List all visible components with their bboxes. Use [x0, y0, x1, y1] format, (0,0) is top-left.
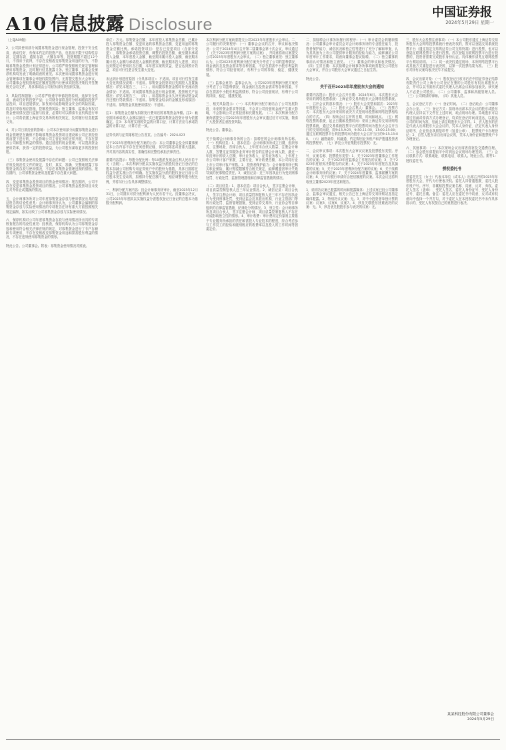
paragraph: 兹委托先生（女士）代表本单位（或本人）出席召开的2023年年度股东大会，并代为行使表决权。委托人持普通股数、委托人股东账户号。序号、非累积投票议案名称、同意、反对、弃权。委托人签名（盖章）、受托人签名、委托人身份证号、受托人身份证号、委托日期。备注：委托人应在委托书中同意、反对或弃权意向中选择一个并打勾，对于委托人在本授权委托书中未作具体指示的，受托人有权按自己的意愿进行表决。 — [406, 174, 498, 205]
paragraph: （上接A09版） — [6, 38, 29, 42]
paragraph: 关于续聘会计师事务所的公告：拟聘任的会计师事务所名称。（一）机构信息：1、基本信息：会计师事务所成立日期、组织形式、注册地址、首席合伙人、上年度末合伙人数量、注册会计师人数、签署过证券服务业务审计报告的注册会计师人数、最近一年经审计的收入总额、审计业务收入、证券业务收入、上年度上市公司审计客户家数、主要行业、审计收费总额、本公司同行业上市公司审计客户家数。2、投资者保护能力：会计师事务所已购买职业保险，累计赔偿限额符合相关规定，能够覆盖因审计失败导致的民事赔偿责任。3、诚信记录：近三年因执业行为受到刑事处罚、行政处罚、监督管理措施和自律监管措施的情况。 — [206, 136, 298, 180]
masthead — [0, 0, 506, 34]
paragraph: （二）项目信息：1、基本信息：项目合伙人、签字注册会计师、项目质量控制复核人近三年从业情况。2、诚信记录：项目合伙人、签字注册会计师、项目质量控制复核人近三年不存在因执业行为受到刑事处罚，受到证监会及其派出机构、行业主管部门等的行政处罚、监督管理措施，受到证券交易所、行业协会等自律组织的自律监管措施、纪律处分的情况。3、独立性：会计师事务所及项目合伙人、签字注册会计师、项目质量控制复核人不存在可能影响独立性的情形。4、审计收费：审计费用定价原则主要基于专业服务所承担的责任和需投入专业技术的程度，综合考虑参与工作员工的经验和级别相应的收费率以及投入的工作时间等因素定价。 — [206, 183, 298, 232]
paragraph: 五、会议登记方法：（一）登记时间。（二）登记地点：公司董事会办公室。（三）登记方式：拟现场出席本次会议的股东或股东代理人应持以下文件在上述时间、地点现场办理。异地股东可以通过信函或传真方式办理登记，均须在登记时间前送达，以抵达公司的时间为准，信函上请注明股东大会字样。1、法人股东的法定代表人出席股东大会会议的，凭本人身份证、法定代表人身份证明书、企业营业执照复印件（加盖公章）、股票账户卡办理登记；2、自然人股东亲自出席会议的，凭本人身份证和股票账户卡办理登记。 — [406, 102, 498, 142]
paragraph: 3、风险控制措施：公司将严格遵守审慎投资原则，选择安全性高、流动性好的投资产品；公司财务部将及时分析和跟踪投资产品投向、项目进展情况，如发现可能影响资金安全的风险因素，将及时采取相应措施，控制投资风险；独立董事、监事会有权对资金使用情况进行监督与检查，必要时可以聘请专业机构进行审计；公司将依据上海证券交易所的相关规定，及时履行信息披露义务。 — [6, 93, 98, 124]
section-title: 信息披露 — [50, 14, 125, 35]
paragraph: 关于2023年度利润分配方案的公告：本公司董事会及全体董事保证本公告内容不存在任何虚假记载、误导性陈述或者重大遗漏，并对其内容的真实性、准确性和完整性承担法律责任。 — [106, 140, 198, 154]
column-1 — [6, 38, 98, 738]
paragraph: 二、会议审议事项：本次股东大会审议议案及投票股东类型。序号、议案名称、投票股东类型：1、关于2023年度董事会工作报告的议案；2、关于2023年度监事会工作报告的议案；3、关于2023年度财务决算报告的议案；4、关于2023年年度报告及其摘要的议案；5、关于2023年度利润分配方案的议案；6、关于续聘会计师事务所的议案；7、关于2024年度董事、监事薪酬方案的议案；8、关于向银行申请综合授信额度的议案。本次会议还将听取独立董事2023年度述职报告。 — [306, 149, 398, 184]
paragraph: 六、保荐机构对公司年度募集资金存放与使用情况所出具的专项核查报告的结论性意见：经核查，保荐机构认为公司募集资金存放和使用符合相关法律法规的规定，对募集资金进行了专户存储和专项使用，不存在变相改变募集资金用途和损害股东利益的情况，不存在违规使用募集资金的情形。 — [6, 218, 98, 240]
footer-rule — [6, 739, 500, 740]
paragraph: 注1：募集资金总额为扣除发行费用后的募集资金净额。注2：截至期末承诺投入金额以最近一次已披露募集资金投资计划为依据确定。注3：本年度实现的效益的计算口径、计算方法应与承诺效益的计算口径、计算方法一致。 — [106, 111, 198, 129]
page-number: A10 — [6, 14, 47, 35]
paragraph: 特此公告。公司董事会。附表：募集资金使用情况对照表。 — [6, 243, 89, 248]
column-3 — [206, 38, 298, 738]
signature-date: 2024年5月29日 — [467, 717, 494, 721]
paragraph: 未达到计划进度原因（分具体项目）：不适用。项目可行性发生重大变化的情况说明：不适用。募集资金投资项目先期投入及置换情况：详见本报告三、（二）。用闲置募集资金暂时补充流动资金情况：不适用。对闲置募集资金进行现金管理，投资相关产品情况：详见本报告三、（四）。用超募资金永久补充流动资金或归还银行贷款情况：不适用。募集资金结余的金额及形成原因：不适用。募集资金其他使用情况：不适用。 — [106, 76, 198, 107]
paragraph: （三）监事会意见：监事会认为，公司2023年度利润分配方案充分考虑了公司盈利情况、现金流状态及资金需求等各种因素，不存在损害中小股东利益的情形，符合公司经营现状，有利于公司的持续、稳定、健康发展。 — [206, 81, 298, 99]
paragraph: 重要内容提示：股东大会召开日期：2024年6月。本次股东大会采用的网络投票系统：上海证券交易所股东大会网络投票系统。一、召开会议的基本情况：（一）股东大会类型和届次：2023年年度股东大会。（二）股东大会召集人：董事会。（三）投票方式：本次股东大会所采用的表决方式是现场投票和网络投票相结合的方式。（四）现场会议召开的日期、时间和地点。（五）网络投票的系统、起止日期和投票时间：采用上海证券交易所网络投票系统，通过交易系统投票平台的投票时间为股东大会召开当日的交易时间段，即9:15-9:25，9:30-11:30，13:00-15:00；通过互联网投票平台的投票时间为股东大会召开当日的9:15-15:00。（六）融资融券、转融通、约定购回业务账户和沪股通投资者的投票程序。（七）涉及公开征集股东投票权：无。 — [306, 93, 398, 145]
paragraph: 四、会议出席对象：（一）股权登记日收市后在中国证券登记结算有限责任公司上海分公司登记在册的公司股东有权出席股东大会，并可以以书面形式委托代理人出席会议和参加表决。该代理人不必是公司股东。（二）公司董事、监事和高级管理人员。（三）公司聘请的律师。（四）其他人员。 — [406, 76, 498, 99]
paragraph: 二、拟续聘会计事务所履行的程序：（一）审计委员会的履职情况：公司董事会审计委员会对会计师事务所的专业胜任能力、投资者保护能力、诚信状况和独立性等进行了充分了解和审查，认为其具备为上市公司提供审计服务的经验与能力，能够满足公司年度审计工作要求，同意向董事会提议续聘。（二）独立董事的事前认可情况和独立意见。（三）董事会的审议和表决情况。（四）生效日期：本次续聘会计师事务所事项尚需提交公司股东大会审议，并自公司股东大会审议通过之日起生效。 — [306, 38, 398, 73]
paragraph: 特此公告。董事会。 — [206, 128, 235, 133]
article-heading: 关于召开2023年年度股东大会的通知 — [320, 84, 384, 90]
header-rule — [6, 33, 500, 34]
paragraph: 特此公告。 — [306, 76, 322, 81]
paragraph: 单位：万元。募集资金总额、本年度投入募集资金总额、已累计投入募集资金总额、变更用途的募集资金总额、变更用途的募集资金总额比例。承诺投资项目：是否已变更项目（含部分变更）、募集资金承诺投资总额、调整后投资总额、截至期末承诺投入金额、本年度投入金额、截至期末累计投入金额、截至期末累计投入金额与承诺投入金额的差额、截至期末投入进度、项目达到预定可使用状态日期、本年度实现的效益、是否达到预计效益、项目可行性是否发生重大变化。 — [106, 38, 198, 73]
column-5 — [406, 38, 498, 738]
signature-company: 某某科技股份有限公司董事会 — [447, 712, 494, 716]
paragraph: 一、利润分配方案内容：经会计师事务所审计，截至2023年12月31日，公司期末可供分配利润为人民币若干元。经董事会决议，公司2023年年度拟以实施权益分派股权登记日登记的总股本为基数分配利润。 — [106, 187, 198, 205]
paragraph: 四、变更募集资金投资项目的资金使用情况：报告期内，公司不存在变更募集资金投资项目的情况。公司募集资金投资项目未发生对外转让或置换的情况。 — [6, 179, 98, 193]
paragraph: 本次利润分配方案尚需提交公司2023年年度股东大会审议。二、公司履行的决策程序：（一）董事会会议的召开、审议和表决情况：公司于2024年4月召开第二届董事会第十次会议，审议通过了《关于2023年度利润分配方案的议案》，并同意将该议案提交公司2023年年度股东大会审议。（二）独立董事意见：独立董事认为，公司2023年度利润分配方案充分考虑了公司的盈利情况、现金流状态及资金需求等各种因素，不存在损害中小股东利益的情形，符合公司经营现状，有利于公司的持续、稳定、健康发展。 — [206, 38, 298, 77]
paragraph: 三、相关风险提示：（一）本次利润分配方案结合了公司发展阶段、未来的资金需求等因素，不会对公司经营现金流产生重大影响，不会影响公司正常经营和长期发展。（二）本次利润分配方案尚需提交公司2023年年度股东大会审议通过后方可实施，敬请广大投资者注意投资风险。 — [206, 102, 298, 124]
column-2 — [106, 38, 198, 738]
paragraph: 1、说明各议案已披露的时间和披露媒体：上述议案已经公司董事会、监事会审议通过，相关公告已在上海证券交易所网站及指定媒体披露。2、特别决议议案：无。3、对中小投资者单独计票的议案：议案5、议案6、议案7。4、涉及关联股东回避表决的议案：无。5、涉及优先股股东参与表决的议案：无。 — [306, 187, 398, 210]
paragraph: （三）募集资金使用及披露中存在的问题：公司已按照相关法律法规及规范性文件的规定，及时、真实、准确、完整地披露了募集资金的存放与使用情况，不存在募集资金管理违规的情形。报告期内，公司募集资金使用及披露不存在重大问题。 — [6, 158, 98, 176]
signature-block — [394, 712, 494, 722]
article-heading: 授权委托书 — [442, 165, 462, 171]
paragraph: 证券代码与证券简称见公告首页。公告编号：2024-023 — [106, 132, 186, 137]
column-4 — [306, 38, 398, 738]
newspaper-logo: 中国证券报 — [431, 5, 492, 19]
section-title-en: Disclosure — [128, 15, 213, 34]
paragraph: 三、股东大会投票注意事项：（一）本公司股东通过上海证券交易所股东大会网络投票系统行使表决权的，既可以登陆交易系统投票平台（通过指定交易的证券公司交易终端）进行投票，也可以登陆互联网投票平台进行投票。首次登陆互联网投票平台进行投票的，投资者需要完成股东身份认证。具体操作请见互联网投票平台网站说明。（二）同一表决权通过现场、本所网络投票平台或其他方式重复进行表决的，以第一次投票结果为准。（三）股东对所有议案均表决完毕才能提交。 — [406, 38, 498, 73]
paragraph: 五、会计师事务所对公司年度募集资金存放与使用情况出具的鉴证报告的结论性意见：会计师事务所认为，公司董事会编制的募集资金存放与实际使用情况的专项报告在所有重大方面按照相关规定编制，如实反映了公司募集资金存放与实际使用情况。 — [6, 196, 98, 214]
paragraph: 4、对公司日常经营的影响：公司本次使用部分闲置募集资金进行现金管理是在确保不影响募集资金投资项目建设和公司正常经营的前提下进行的，不会影响公司主营业务的正常开展，不存在损害公司和股东利益的情形。通过适度的现金管理，可以提高资金使用效率，获得一定的投资收益，为公司股东谋取更多的投资回报。 — [6, 128, 98, 154]
article-columns — [6, 38, 500, 738]
dateline: 2024年5月29日 星期一 — [445, 21, 494, 26]
paragraph: 2、公司拟使用部分闲置募集资金进行现金管理，投资于安全性高、流动性好、有保本约定的投资产品，包括但不限于结构性存款、定期存款、通知存款、大额存单等，投资期限不超过12个月，不得用于质押，不存在变相改变募集资金用途的行为，不影响募集资金投资计划正常进行。公司将严格按照相关规定管理和使用募集资金，及时履行信息披露义务。独立董事、监事会及保荐机构均发表了明确同意的意见。本次使用闲置募集资金进行现金管理事项在董事会审批权限范围内，无需提交股东大会审议。公司董事会授权管理层在额度范围内行使该项投资决策权并签署相关合同文件，具体事项由公司财务部负责组织实施。 — [6, 46, 98, 90]
paragraph: 重要内容提示：每股分配比例：每10股派发现金红利人民币若干元（含税）。本次利润分配以实施权益分派股权登记日登记的总股本扣减公司回购专用证券账户中的股份为基数，具体日期将在权益分派实施公告中明确。在实施权益分派的股权登记日前公司总股本发生变动的，拟维持分配总额不变，相应调整每股分配比例，并将另行公告具体调整情况。 — [106, 157, 198, 184]
paragraph: 六、其他事项：（一）本次现场会议出席者食宿及交通费自理。（二）参会股东请提前半小时到达会议现场办理签到。（三）会议联系方式：联系地址、联系电话、联系人。特此公告。附件1：授权委托书。 — [406, 145, 498, 163]
